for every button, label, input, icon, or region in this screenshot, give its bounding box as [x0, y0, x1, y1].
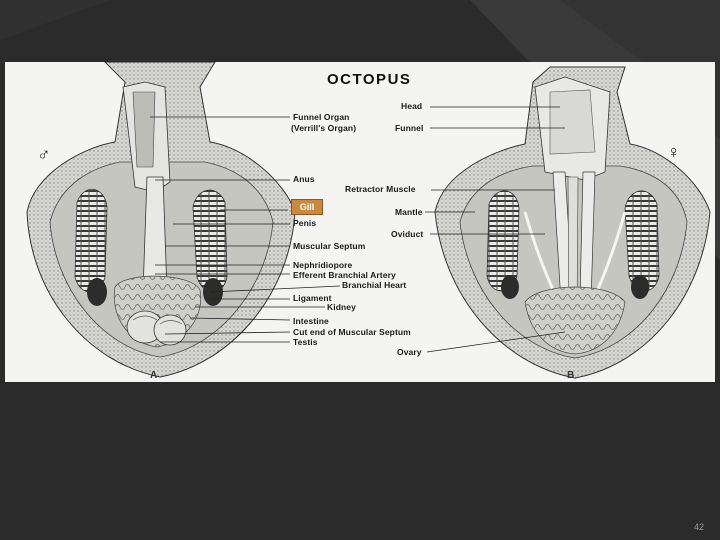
label-funnel-organ: Funnel Organ — [293, 112, 350, 122]
label-funnel: Funnel — [395, 123, 424, 133]
figure-letter-a: A — [150, 370, 158, 381]
label-kidney: Kidney — [327, 302, 356, 312]
female-symbol: ♀ — [667, 142, 681, 162]
label-intestine: Intestine — [293, 316, 329, 326]
label-muscular-septum: Muscular Septum — [293, 241, 366, 251]
male-symbol: ♂ — [37, 144, 51, 164]
label-testis: Testis — [293, 337, 318, 347]
figure-letter-b: B — [567, 370, 575, 381]
label-mantle: Mantle — [395, 207, 423, 217]
label-cut-end-septum: Cut end of Muscular Septum — [293, 327, 411, 337]
label-ovary: Ovary — [397, 347, 422, 357]
label-oviduct: Oviduct — [391, 229, 424, 239]
figure-title: OCTOPUS — [327, 71, 412, 88]
label-efferent-branchial-artery: Efferent Branchial Artery — [293, 270, 396, 280]
label-nephridiopore: Nephridiopore — [293, 260, 353, 270]
page-number: 42 — [693, 522, 704, 532]
gill-highlight-label: Gill — [291, 199, 323, 215]
label-verrills-organ: (Verrill's Organ) — [291, 123, 357, 133]
male-specimen — [27, 62, 295, 377]
label-penis: Penis — [293, 218, 317, 228]
label-ligament: Ligament — [293, 293, 332, 303]
female-specimen — [435, 67, 710, 378]
label-anus: Anus — [293, 174, 315, 184]
label-head: Head — [401, 101, 423, 111]
label-retractor-muscle: Retractor Muscle — [345, 184, 416, 194]
octopus-anatomy-figure — [5, 62, 715, 382]
label-branchial-heart: Branchial Heart — [342, 280, 407, 290]
